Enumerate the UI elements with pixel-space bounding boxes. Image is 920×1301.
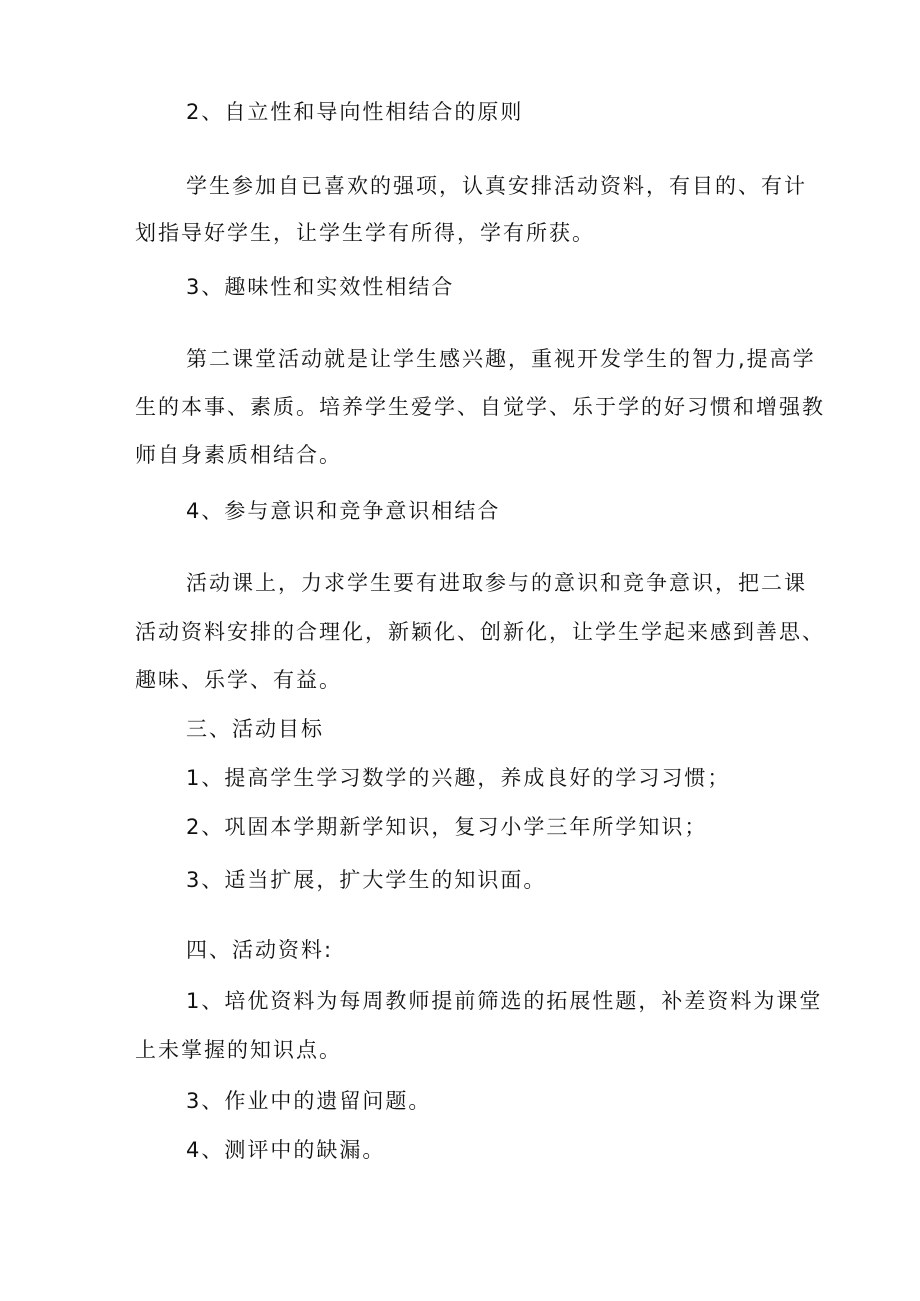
paragraph-line: 生的本事、素质。培养学生爱学、自觉学、乐于学的好习惯和增强教 [135,395,825,419]
heading-principle-2: 2、自立性和导向性相结合的原则 [186,100,524,124]
material-item: 3、作业中的遗留问题。 [186,1089,432,1113]
material-item: 1、培优资料为每周教师提前筛选的拓展性题，补差资料为课堂 [186,989,823,1013]
section-title-materials: 四、活动资料: [186,938,334,962]
paragraph-line: 师自身素质相结合。 [135,443,342,467]
goal-item: 3、适当扩展，扩大学生的知识面。 [186,868,547,892]
material-item: 4、测评中的缺漏。 [186,1138,386,1162]
paragraph-line: 划指导好学生，让学生学有所得，学有所获。 [135,221,595,245]
material-item-continued: 上未掌握的知识点。 [135,1038,342,1062]
section-title-goals: 三、活动目标 [186,717,324,741]
heading-principle-4: 4、参与意识和竞争意识相结合 [186,499,501,523]
paragraph-line: 学生参加自已喜欢的强项，认真安排活动资料，有目的、有计 [186,174,807,198]
paragraph-line: 趣味、乐学、有益。 [135,668,342,692]
goal-item: 1、提高学生学习数学的兴趣，养成良好的学习习惯； [186,766,731,790]
goal-item: 2、巩固本学期新学知识，复习小学三年所学知识； [186,815,708,839]
paragraph-line: 活动资料安排的合理化，新颖化、创新化，让学生学起来感到善思、 [135,620,825,644]
heading-principle-3: 3、趣味性和实效性相结合 [186,275,455,299]
paragraph-line: 第二课堂活动就是让学生感兴趣，重视开发学生的智力,提高学 [186,347,816,371]
paragraph-line: 活动课上，力求学生要有进取参与的意识和竞争意识，把二课 [186,571,807,595]
